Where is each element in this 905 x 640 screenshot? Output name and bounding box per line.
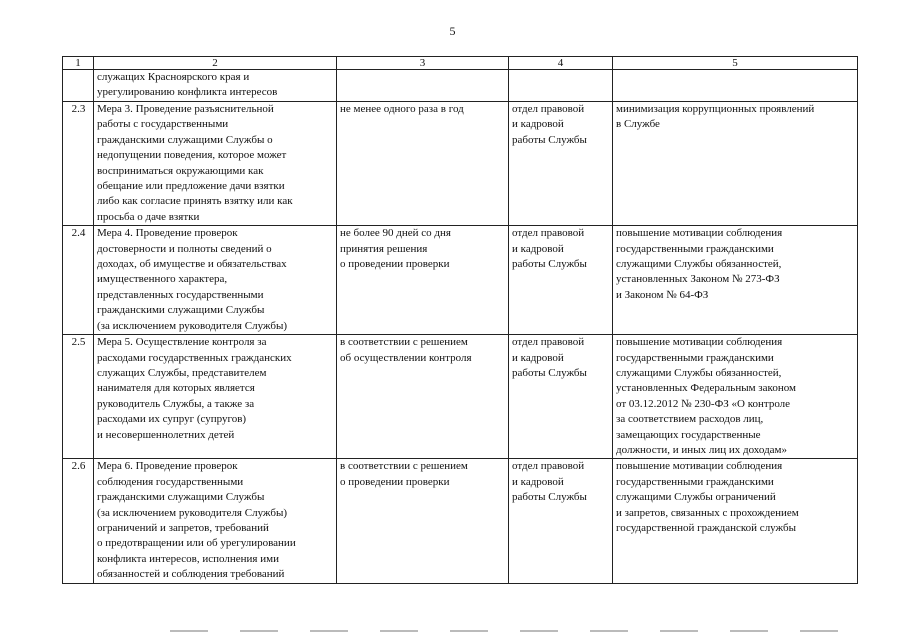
table-row <box>63 459 858 583</box>
cell-measure: Мера 3. Проведение разъяснительной работы с государственными гражданскими служащими Службы о недопущении поведения, которое может восприниматься окружающими как обещание или предложение дачи взятки либо как согласие принять взятку или как просьба о даче взятки <box>94 102 337 226</box>
table-row <box>63 226 858 335</box>
cell-num: 2.4 <box>63 226 94 335</box>
cell-term: в соответствии с решением о проведении проверки <box>337 459 509 583</box>
header-col-4: 4 <box>509 57 613 70</box>
cell-measure: Мера 5. Осуществление контроля за расходами государственных гражданских служащих Службы, представителем нанимателя для которых является руководитель Службы, а также за расходами их супруг (супругов) и несовершеннолетних детей <box>94 335 337 459</box>
header-col-2: 2 <box>94 57 337 70</box>
cell-result: повышение мотивации соблюдения государственными гражданскими служащими Службы обязанностей, установленных Законом № 273-ФЗ и Законом № 64-ФЗ <box>613 226 858 335</box>
header-col-5: 5 <box>613 57 858 70</box>
table-row <box>63 102 858 226</box>
measures-table <box>62 56 858 584</box>
cell-measure: Мера 6. Проведение проверок соблюдения государственными гражданскими служащими Службы (за исключением руководителя Службы) ограничений и запретов, требований о предотвращении или об урегулировании конфликта интересов, исполнения ими обязанностей и соблюдения требований <box>94 459 337 583</box>
cell-term: не более 90 дней со дня принятия решения о проведении проверки <box>337 226 509 335</box>
cell-result <box>613 70 858 102</box>
cell-measure: служащих Красноярского края и урегулированию конфликта интересов <box>94 70 337 102</box>
cell-responsible: отдел правовой и кадровой работы Службы <box>509 335 613 459</box>
cell-responsible: отдел правовой и кадровой работы Службы <box>509 226 613 335</box>
cell-num: 2.3 <box>63 102 94 226</box>
table-row <box>63 335 858 459</box>
cell-result: минимизация коррупционных проявлений в Службе <box>613 102 858 226</box>
header-col-1: 1 <box>63 57 94 70</box>
cell-term: в соответствии с решением об осуществлении контроля <box>337 335 509 459</box>
cell-result: повышение мотивации соблюдения государственными гражданскими служащими Службы обязанностей, установленных Федеральным законом от 03.12.2012 № 230-ФЗ «О контроле за соответствием расходов лиц, замещающих государственные должности, и иных лиц их доходам» <box>613 335 858 459</box>
cell-num: 2.6 <box>63 459 94 583</box>
header-col-3: 3 <box>337 57 509 70</box>
cell-responsible: отдел правовой и кадровой работы Службы <box>509 102 613 226</box>
cell-measure: Мера 4. Проведение проверок достоверности и полноты сведений о доходах, об имуществе и обязательствах имущественного характера, представленных государственными гражданскими служащими Службы (за исключением руководителя Службы) <box>94 226 337 335</box>
scan-footer-marks <box>170 630 850 632</box>
table-row-continuation <box>63 70 858 102</box>
table-header-row <box>63 57 858 70</box>
cell-term: не менее одного раза в год <box>337 102 509 226</box>
cell-term <box>337 70 509 102</box>
page-number: 5 <box>449 24 456 38</box>
cell-responsible: отдел правовой и кадровой работы Службы <box>509 459 613 583</box>
cell-result: повышение мотивации соблюдения государственными гражданскими служащими Службы ограничений и запретов, связанных с прохождением государственной гражданской службы <box>613 459 858 583</box>
cell-num: 2.5 <box>63 335 94 459</box>
cell-responsible <box>509 70 613 102</box>
cell-num <box>63 70 94 102</box>
